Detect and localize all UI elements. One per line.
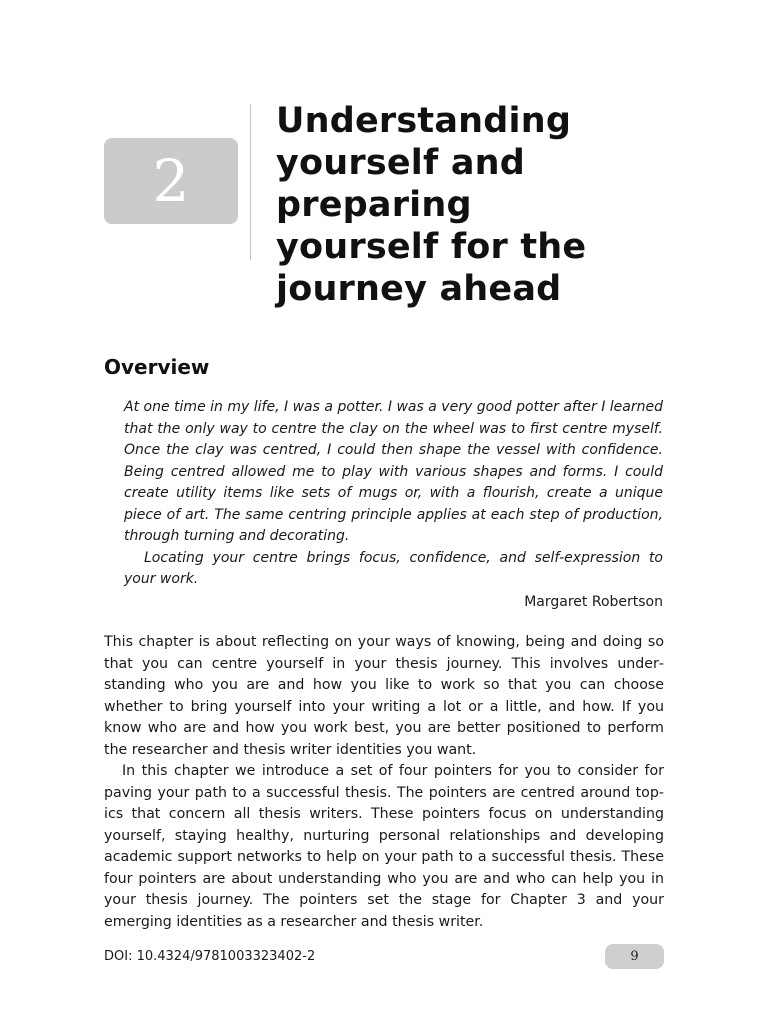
overview-heading: Overview <box>104 355 210 379</box>
body-paragraph: In this chapter we introduce a set of four pointers for you to consider for paving your path to a successful thesis. The pointers are centred around topics that concern all thesis writers. These pointers focus on understanding yourself, staying healthy, nurturing personal relationships and developing academic support networks to help on your path to a successful thesis. These four pointers are about understanding who you are and who can help you in your thesis journey. The pointers set the stage for Chapter 3 and your emerging identities as a researcher and thesis writer. <box>104 763 664 930</box>
epigraph-attribution: Margaret Robertson <box>524 594 663 610</box>
page-number: 9 <box>630 949 639 964</box>
chapter-number: 2 <box>152 147 190 215</box>
body-paragraph: This chapter is about reflecting on your ways of knowing, being and doing so that you can centre yourself in your thesis journey. This involves understanding who you are and how you like to work so that you can choose whether to bring yourself into your writing a lot or a little, and how. If you know who are and how you work best, you are better positioned to perform the researcher and thesis writer identities you want. <box>104 634 664 758</box>
title-divider <box>250 104 251 260</box>
chapter-title: Understanding yourself and preparing yourself for the journey ahead <box>276 101 587 309</box>
doi-line: DOI: 10.4324/9781003323402-2 <box>104 949 316 964</box>
chapter-number-badge <box>104 138 238 224</box>
epigraph <box>124 397 663 591</box>
epigraph-paragraph: Locating your centre brings focus, confidence, and self-expression to your work. <box>124 549 663 587</box>
epigraph-paragraph: At one time in my life, I was a potter. I was a very good potter after I learned that the only way to centre the clay on the wheel was to first centre myself. Once the clay was centred, I could then shape the vessel with confidence. Being centred allowed me to play with various shapes and forms. I could create utility items like sets of mugs or, with a flourish, create a unique piece of art. The same centring principle applies at each step of production, through turning and decorating. <box>124 399 663 544</box>
body-text <box>104 632 664 933</box>
page-number-badge <box>605 944 664 969</box>
